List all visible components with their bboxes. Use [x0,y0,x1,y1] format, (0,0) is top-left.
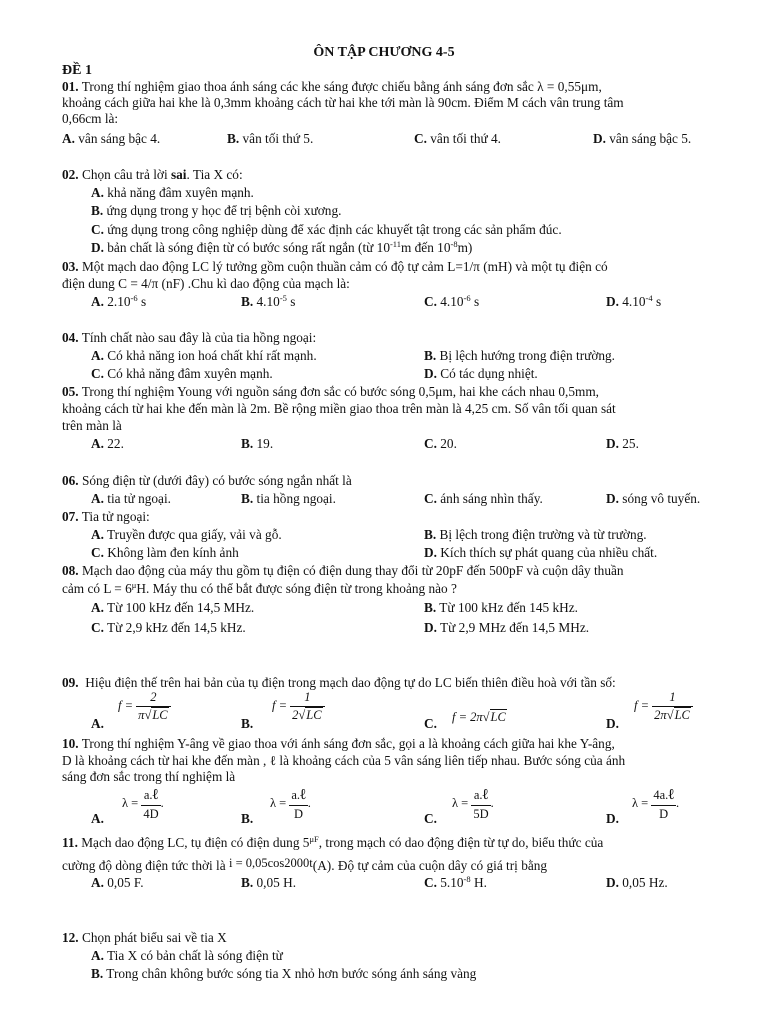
option-c: C. Từ 2,9 kHz đến 14,5 kHz. [91,620,246,635]
document-page: ÔN TẬP CHƯƠNG 4-5 ĐỀ 1 01. Trong thí nghiệm giao thoa ánh sáng các khe sáng được chiếu bằng ánh sáng đơn sắc λ = 0,55μm, khoảng cách giữa hai khe là 0,3mm khoảng cách từ hai khe tới màn là 90cm. Điểm M cách vân trung tâm 0,66cm là: A. vân sáng bậc 4. B. vân tối thứ 5. C. vân tối thứ 4. D. vân sáng bậc 5. 02. Chọn câu trả lời sai. Tia X có: A. khả năng đâm xuyên mạnh. B. ứng dụng trong y học để trị bệnh còi xương. C. ứng dụng trong công nghiệp dùng để xác định các khuyết tật trong các sản phẩm đúc. D. bản chất là sóng điện từ có bước sóng rất ngắn (từ $10^{-11}m$ đến $10^{-8}m$) 03. Một mạch dao động LC lý tưởng gồm cuộn thuần cảm có độ tự cảm L=1/π (mH) và một tụ điện có điện dung C = 4/π (nF) .Chu kì dao động của mạch là: A. $2.10^{-6}$ s B. $4.10^{-5}$ s C. $4.10^{-6}$ s D. $4.10^{-4}$ s 04. Tính chất nào sau đây là của tia hồng ngoại: A. Có khả năng ion hoá chất khí rất mạnh. B. Bị lệch hướng trong điện trường. C. Có khả năng đâm xuyên mạnh. D. Có tác dụng nhiệt. 05. Trong thí nghiệm Young với nguồn sáng đơn sắc có bước sóng 0,5μm, hai khe cách nhau 0,5mm, khoảng cách từ hai khe đến màn là 2m. Bề rộng miền giao thoa trên màn là 4,25 cm. Số vân tối quan sát trên màn là A. 22. B. 19. C. 20. D. 25. 06. Sóng điện từ (dưới đây) có bước sóng ngắn nhất là A. tia tử ngoại. B. tia hồng ngoại. C. ánh sáng nhìn thấy. D. sóng vô tuyến. 07. Tia tử ngoại: A. Truyền được qua giấy, vải và gỗ. B. Bị lệch trong điện trường và từ trường. C. Không làm đen kính ảnh D. Kích thích sự phát quang của nhiều chất. 08. Mạch dao động của máy thu gồm tụ điện có điện dung thay đổi từ 20pF đến 500pF và cuộn dây thuần cảm có $L = 6^\mu H$. Máy thu có thể bắt được sóng điện từ trong khoảng nào ? A. Từ 100 kHz đến 14,5 MHz. B. Từ 100 kHz đến 145 kHz. C. Từ 2,9 kHz đến 14,5 kHz. D. Từ 2,9 MHz đến 14,5 MHz. 09. Hiệu điện thế trên hai bản của tụ điện trong mạch dao động tự do LC biến thiên điều hoà với tần số: A. f = $\frac{2}{\pi√LC}$ B. f = $\frac{1}{2√LC}$ C. f = 2π√LC D. f = $\frac{1}{2\pi√LC}$ 10. Trong thí nghiệm Y-âng về giao thoa với ánh sáng đơn sắc, gọi a là khoảng cách giữa hai khe Y-âng, D là khoảng cách từ hai khe đến màn , ℓ là khoảng cách của 5 vân sáng liên tiếp nhau. Bước sóng của ánh sáng đơn sắc trong thí nghiệm là A. λ = $\frac{\text{a.ℓ}}{4D}$ . B. λ = $\frac{\text{a.ℓ}}{D}$ . C. λ = $\frac{\text{a.ℓ}}{5D}$ . D. λ = $\frac{\text{4a.ℓ}}{D}$ . 11. Mạch dao động LC, tụ điện có điện dung $5^{\mu F}$, trong mạch có dao động điện từ tự do, biểu thức của cường độ dòng điện tức thời là i = 0,05cos2000t(A). Độ tự cảm của cuộn dây có giá trị bằng A. 0,05 F. B. 0,05 H. C. $5.10^{-8}$ H. D. 0,05 Hz. 12. Chọn phát biểu sai về tia X A. Tia X có bản chất là sóng điện từ B. Trong chân không bước sóng tia X nhỏ hơn bước sóng ánh sáng vàng [0,0,768,1024]
question-number: 11. [62,835,78,850]
question-number: 08. [62,563,79,578]
question-text: 0,66cm là: [62,111,119,126]
option-b: B. tia hồng ngoại. [241,491,336,506]
formula-b: λ = $\frac{\text{a.ℓ}}{D}$ . [270,787,311,822]
option-c: C. Không làm đen kính ảnh [91,545,239,560]
question-number: 02. [62,167,79,182]
option-b: B. Bị lệch trong điện trường và từ trường. [424,527,647,542]
option-b: B. Từ 100 kHz đến 145 kHz. [424,600,578,615]
option-d: D. Từ 2,9 MHz đến 14,5 MHz. [424,620,590,635]
option-a: A. vân sáng bậc 4. [62,131,161,146]
question-number: 07. [62,509,79,524]
option-a: A. $2.10^{-6}$ s [91,293,147,309]
formula-d: λ = $\frac{\text{4a.ℓ}}{D}$ . [632,787,680,822]
option-d: D. sóng vô tuyến. [606,491,701,506]
formula-c: f = 2π√LC [452,710,506,724]
option-c: C. Có khả năng đâm xuyên mạnh. [91,366,273,381]
question-number: 09. [62,675,79,690]
option-b: B. vân tối thứ 5. [227,131,314,146]
option-d: D. 25. [606,436,639,451]
question-number: 03. [62,259,79,274]
question-number: 10. [62,736,79,751]
option-d: D. Kích thích sự phát quang của nhiều chất. [424,545,658,560]
option-b: B. Trong chân không bước sóng tia X nhỏ hơn bước sóng ánh sáng vàng [91,966,477,981]
formula-a: λ = $\frac{\text{a.ℓ}}{4D}$ . [122,787,164,822]
option-a: A. Tia X có bản chất là sóng điện từ [91,948,283,963]
option-c: C. 20. [424,436,457,451]
option-b: B. Bị lệch hướng trong điện trường. [424,348,615,363]
formula-c: λ = $\frac{\text{a.ℓ}}{5D}$ . [452,787,494,822]
question-number: 12. [62,930,79,945]
option-d: D. 0,05 Hz. [606,875,668,890]
option-d: D. Có tác dụng nhiệt. [424,366,538,381]
question-number: 04. [62,330,79,345]
option-c: C. $4.10^{-6}$ s [424,293,480,309]
option-a: A. 0,05 F. [91,875,144,890]
option-c: C. ứng dụng trong công nghiệp dùng để xác định các khuyết tật trong các sản phẩm đúc. [91,222,562,237]
formula-d: f = $\frac{1}{2\pi√LC}$ [634,690,693,724]
question-number: 06. [62,473,79,488]
option-b: B. 19. [241,436,274,451]
option-c: C. $5.10^{-8}$ H. [424,874,487,890]
question-number: 01. [62,79,79,94]
option-a: A. khả năng đâm xuyên mạnh. [91,185,254,200]
option-b: B. 0,05 H. [241,875,297,890]
option-b: B. $4.10^{-5}$ s [241,293,296,309]
question-text: khoảng cách giữa hai khe là 0,3mm khoảng cách từ hai khe tới màn là 90cm. Điểm M cách vân trung tâm [62,95,624,110]
option-c: C. ánh sáng nhìn thấy. [424,491,543,506]
option-b: B. ứng dụng trong y học để trị bệnh còi xương. [91,203,342,218]
option-a: A. Có khả năng ion hoá chất khí rất mạnh. [91,348,317,363]
option-a: A. Từ 100 kHz đến 14,5 MHz. [91,600,255,615]
option-d: D. $4.10^{-4}$ s [606,293,662,309]
option-a: A. Truyền được qua giấy, vải và gỗ. [91,527,282,542]
question-number: 05. [62,384,79,399]
question-text: Trong thí nghiệm giao thoa ánh sáng các khe sáng được chiếu bằng ánh sáng đơn sắc λ = 0,55μm, [81,79,602,94]
option-c: C. vân tối thứ 4. [414,131,501,146]
option-d: D. bản chất là sóng điện từ có bước sóng rất ngắn (từ $10^{-11}m$ đến $10^{-8}m$) [91,239,473,255]
formula-a: f = $\frac{2}{\pi√LC}$ [118,690,171,724]
option-a: A. 22. [91,436,124,451]
option-d: D. vân sáng bậc 5. [593,131,692,146]
formula-b: f = $\frac{1}{2√LC}$ [272,690,325,724]
option-a: A. tia tử ngoại. [91,491,171,506]
section-heading: ĐỀ 1 [62,63,92,78]
page-title: ÔN TẬP CHƯƠNG 4-5 [313,45,455,60]
